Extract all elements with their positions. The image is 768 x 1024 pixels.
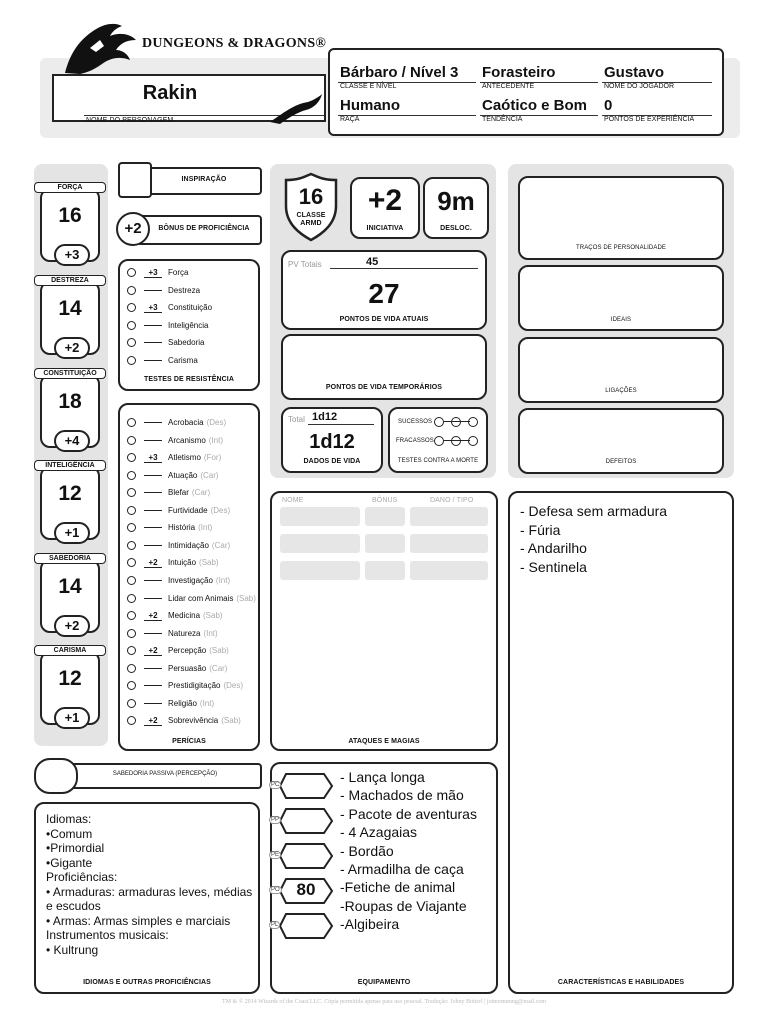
footer-copyright: TM & © 2014 Wizards of the Coast LLC. Cópia permitida apenas para uso pessoal. Tradução: Johny Bottcrl | jotnornumng@mail.com (222, 999, 546, 1005)
saving-throw-value[interactable] (144, 360, 162, 361)
hit-dice-total-label: Total (288, 415, 305, 424)
skill-name: História (168, 523, 196, 533)
coin-label: PO (271, 887, 280, 893)
skill-attribute: (Des) (206, 418, 227, 427)
skill-value[interactable]: +2 (144, 558, 162, 568)
saving-throw-row[interactable] (127, 299, 212, 316)
coin-value[interactable]: 80 (296, 880, 316, 899)
saving-throws-title: TESTES DE RESISTÊNCIA (143, 376, 234, 383)
ability-modifier[interactable]: +4 (54, 430, 90, 452)
attacks-title: ATAQUES E MAGIAS (348, 738, 420, 745)
bonds-label: LIGAÇÕES (605, 388, 637, 394)
language-line: Idiomas: (46, 812, 92, 826)
equipment-item: - Bordão (340, 842, 394, 859)
saving-throw-value[interactable] (144, 342, 162, 343)
skill-name: Sobrevivência (168, 716, 219, 726)
speed-label: DESLOC. (440, 225, 472, 232)
ability-wisdom[interactable] (40, 555, 100, 639)
death-save-success-1[interactable] (434, 417, 444, 427)
personality-traits-label: TRAÇOS DE PERSONALIDADE (576, 245, 666, 251)
attack-1-damage[interactable] (410, 507, 488, 526)
initiative-value[interactable]: +2 (367, 184, 403, 217)
coin-pl[interactable] (271, 912, 334, 940)
skill-row[interactable] (127, 554, 219, 571)
speed-value[interactable]: 9m (437, 186, 475, 216)
ability-modifier[interactable]: +1 (54, 522, 90, 544)
proficiency-dot[interactable] (127, 488, 136, 497)
race[interactable]: Humano (340, 97, 400, 114)
alignment[interactable]: Caótico e Bom (482, 97, 588, 114)
initiative-label: INICIATIVA (366, 225, 404, 232)
skill-row[interactable] (127, 607, 223, 624)
ability-label: DESTREZA (34, 275, 106, 286)
skill-value[interactable] (144, 440, 162, 441)
proficiency-dot[interactable] (127, 321, 136, 330)
player-name[interactable]: Gustavo (604, 64, 665, 81)
death-saves-fail-label: FRACASSOS (396, 438, 434, 444)
skill-name: Blefar (168, 488, 189, 498)
proficiency-dot[interactable] (127, 471, 136, 480)
proficiency-dot[interactable] (127, 541, 136, 550)
ideals-label: IDEAIS (610, 317, 632, 323)
attack-2-damage[interactable] (410, 534, 488, 553)
proficiency-dot[interactable] (127, 286, 136, 295)
skill-value[interactable] (144, 633, 162, 634)
ability-score[interactable]: 12 (58, 482, 82, 505)
coin-label: PL (271, 922, 279, 928)
skill-value[interactable] (144, 492, 162, 493)
skill-row[interactable] (127, 677, 243, 694)
ability-label: CONSTITUIÇÃO (34, 368, 106, 379)
character-name[interactable]: Rakin (142, 82, 198, 104)
coin-frame-icon (278, 842, 334, 870)
skill-name: Religião (168, 698, 197, 708)
saving-throw-row[interactable] (127, 317, 208, 334)
skill-row[interactable] (127, 414, 226, 431)
skill-row[interactable] (127, 467, 219, 484)
ability-charisma[interactable] (40, 647, 100, 731)
saving-throw-value[interactable] (144, 325, 162, 326)
skill-row[interactable] (127, 432, 223, 449)
skill-name: Natureza (168, 628, 201, 638)
ability-strength[interactable] (40, 184, 100, 268)
coin-label: PE (271, 852, 280, 858)
skill-value[interactable]: +2 (144, 646, 162, 656)
skill-row[interactable] (127, 695, 214, 712)
language-line: •Gigante (46, 855, 93, 870)
language-line: Proficiências: (46, 870, 118, 884)
attacks-col-bonus: BÔNUS (372, 497, 398, 504)
background[interactable]: Forasteiro (482, 64, 556, 81)
attack-3-damage[interactable] (410, 561, 488, 580)
proficiency-dot[interactable] (127, 356, 136, 365)
proficiency-dot[interactable] (127, 681, 136, 690)
skill-attribute: (Int) (208, 435, 224, 445)
ability-score[interactable]: 12 (58, 667, 82, 690)
alignment-label: TENDÊNCIA (482, 116, 523, 123)
ability-modifier[interactable]: +3 (54, 244, 90, 266)
coin-frame-icon (278, 772, 334, 800)
skill-row[interactable] (127, 712, 241, 729)
proficiency-dot[interactable] (127, 523, 136, 532)
experience-points[interactable]: 0 (604, 97, 613, 114)
saving-throw-value[interactable] (144, 290, 162, 291)
equipment-item: -Fetiche de animal (340, 879, 456, 896)
coin-frame-icon (278, 912, 334, 940)
ability-constitution[interactable] (40, 370, 100, 454)
death-saves-success-label: SUCESSOS (398, 419, 433, 425)
ability-label: SABEDORIA (34, 553, 106, 564)
skill-attribute: (Int) (215, 575, 231, 585)
saving-throw-row[interactable] (127, 352, 198, 369)
logo-text: DUNGEONS & DRAGONS® (142, 36, 327, 51)
player-name-label: NOME DO JOGADOR (604, 83, 675, 90)
equipment-item: -Roupas de Viajante (340, 897, 467, 914)
equipment-title: EQUIPAMENTO (357, 979, 411, 986)
hit-dice-total-value[interactable]: 1d12 (312, 411, 338, 423)
proficiency-dot[interactable] (127, 418, 136, 427)
saving-throw-name: Sabedoria (168, 338, 205, 347)
proficiency-dot[interactable] (127, 629, 136, 638)
skill-name: Acrobacia (168, 418, 204, 427)
armor-class-value[interactable]: 16 (298, 184, 324, 209)
armor-class-label-2: ARMD (300, 220, 322, 227)
proficiency-dot[interactable] (127, 453, 136, 462)
flaws-label: DEFEITOS (605, 459, 637, 465)
ability-modifier[interactable]: +1 (54, 707, 90, 729)
saving-throw-name: Inteligência (168, 320, 209, 330)
proficiency-dot[interactable] (127, 558, 136, 567)
skill-value[interactable]: +3 (144, 453, 162, 463)
attacks-col-name: NOME (282, 497, 304, 504)
saving-throw-name: Destreza (168, 285, 201, 295)
attack-3-name[interactable] (280, 561, 360, 580)
skill-attribute: (Sab) (199, 558, 219, 568)
class-level-label: CLASSE E NÍVEL (340, 83, 397, 90)
proficiency-dot[interactable] (127, 716, 136, 725)
hit-dice-label: DADOS DE VIDA (303, 458, 361, 465)
skill-attribute: (Sab) (236, 593, 256, 603)
skill-row[interactable] (127, 484, 210, 501)
ability-intelligence[interactable] (40, 462, 100, 546)
proficiency-dot[interactable] (127, 303, 136, 312)
skill-attribute: (Car) (209, 663, 228, 673)
attack-2-name[interactable] (280, 534, 360, 553)
inspiration-box[interactable] (118, 162, 152, 198)
death-save-fail-connector (444, 440, 470, 441)
proficiency-dot[interactable] (127, 506, 136, 515)
ability-label: INTELIGÊNCIA (34, 460, 106, 471)
skill-attribute: (Int) (199, 698, 215, 708)
skill-name: Intuição (168, 558, 197, 568)
feature-item: - Sentinela (520, 558, 587, 575)
proficiency-dot[interactable] (127, 699, 136, 708)
equipment-item: - Lança longa (340, 769, 425, 785)
skill-row[interactable] (127, 519, 212, 536)
skill-value[interactable] (144, 510, 162, 511)
skill-name: Prestidigitação (168, 681, 221, 691)
death-save-fail-1[interactable] (434, 436, 444, 446)
ability-label: CARISMA (34, 645, 106, 656)
saving-throw-name: Carisma (168, 355, 198, 365)
hp-max-value[interactable]: 45 (366, 256, 379, 268)
dragon-tail-icon (268, 94, 324, 124)
character-name-label: NOME DO PERSONAGEM (86, 117, 174, 124)
ability-score[interactable]: 14 (58, 297, 82, 320)
skill-value[interactable]: +2 (144, 716, 162, 726)
proficiency-dot[interactable] (127, 268, 136, 277)
background-label: ANTECEDENTE (482, 83, 535, 90)
death-save-success-2[interactable] (451, 417, 461, 427)
equipment-item: - Armadilha de caça (340, 861, 464, 877)
coin-label: PC (271, 782, 280, 788)
skill-name: Medicina (168, 611, 201, 621)
language-line: • Armaduras: armaduras leves, médias (46, 884, 253, 899)
proficiency-dot[interactable] (127, 338, 136, 347)
skill-value[interactable] (144, 475, 162, 476)
ability-score[interactable]: 16 (58, 204, 82, 227)
proficiency-dot[interactable] (127, 664, 136, 673)
saving-throw-value[interactable]: +3 (144, 268, 162, 278)
coin-label: PP (271, 817, 280, 823)
saving-throw-value[interactable]: +3 (144, 303, 162, 313)
skill-value[interactable] (144, 545, 162, 546)
hit-dice-value[interactable]: 1d12 (309, 431, 355, 453)
coin-pc[interactable] (271, 772, 334, 800)
hp-current-value[interactable]: 27 (368, 278, 400, 309)
skill-name: Atletismo (168, 453, 201, 463)
equipment-item: -Algibeira (340, 916, 400, 933)
proficiency-dot[interactable] (127, 646, 136, 655)
proficiency-label: BÔNUS DE PROFICIÊNCIA (158, 225, 250, 232)
skill-attribute: (Des) (210, 505, 231, 515)
race-label: RAÇA (340, 116, 360, 123)
skill-row[interactable] (127, 625, 218, 642)
hp-max-label: PV Totais (288, 260, 322, 269)
passive-wisdom-label: SABEDORIA PASSIVA (PERCEPÇÃO) (112, 771, 218, 777)
attack-1-name[interactable] (280, 507, 360, 526)
skill-row[interactable] (127, 660, 227, 677)
death-save-success-3[interactable] (468, 417, 478, 427)
skill-attribute: (Car) (211, 540, 231, 550)
attacks-box (270, 491, 498, 751)
proficiency-dot[interactable] (127, 436, 136, 445)
language-line: Instrumentos musicais: (46, 928, 169, 942)
death-save-success-connector (444, 421, 470, 422)
skills-title: PERÍCIAS (172, 738, 206, 745)
skill-name: Arcanismo (168, 435, 206, 445)
skill-name: Intimidação (168, 540, 209, 550)
skill-attribute: (Sab) (221, 716, 241, 726)
attack-3-bonus[interactable] (365, 561, 405, 580)
saving-throw-row[interactable] (127, 264, 188, 281)
feature-item: - Andarilho (520, 540, 587, 556)
skill-name: Furtividade (168, 505, 208, 515)
skill-name: Percepção (168, 646, 207, 656)
proficiency-dot[interactable] (127, 594, 136, 603)
dragon-logo-icon (60, 18, 140, 76)
saving-throw-name: Força (168, 268, 189, 277)
feature-item: - Defesa sem armadura (520, 503, 668, 519)
ability-score[interactable]: 14 (58, 575, 82, 598)
skill-row[interactable] (127, 642, 229, 659)
skill-value[interactable] (144, 703, 162, 704)
hit-dice-total-line (308, 424, 374, 425)
skill-name: Lidar com Animais (168, 593, 234, 603)
death-save-fail-2[interactable] (451, 436, 461, 446)
skill-value[interactable] (144, 685, 162, 686)
skill-name: Atuação (168, 470, 198, 480)
skill-attribute: (Car) (191, 488, 211, 498)
header (0, 0, 768, 150)
skill-value[interactable] (144, 580, 162, 581)
language-line: • Kultrung (46, 942, 99, 957)
coin-frame-icon (278, 807, 334, 835)
proficiency-dot[interactable] (127, 576, 136, 585)
skill-value[interactable] (144, 527, 162, 528)
skill-name: Investigação (168, 575, 213, 585)
attacks-col-damage: DANO / TIPO (430, 497, 474, 504)
skill-value[interactable]: +2 (144, 611, 162, 621)
skill-attribute: (Int) (203, 628, 218, 638)
death-saves-label: TESTES CONTRA A MORTE (397, 458, 479, 464)
attack-1-bonus[interactable] (365, 507, 405, 526)
equipment-item: - 4 Azagaias (340, 824, 418, 841)
saving-throw-row[interactable] (127, 334, 204, 351)
ability-score[interactable]: 18 (58, 390, 82, 413)
skill-row[interactable] (127, 502, 230, 519)
coin-pp[interactable] (271, 807, 334, 835)
hp-max-line (330, 268, 478, 269)
death-save-fail-3[interactable] (468, 436, 478, 446)
skill-row[interactable] (127, 449, 221, 466)
skill-value[interactable] (144, 598, 162, 599)
skill-value[interactable] (144, 422, 162, 423)
features-title: CARACTERÍSTICAS E HABILIDADES (557, 979, 685, 986)
coin-pe[interactable] (271, 842, 334, 870)
skill-attribute: (Des) (223, 681, 244, 691)
xp-label: PONTOS DE EXPERIÊNCIA (604, 116, 695, 123)
class-level[interactable]: Bárbaro / Nível 3 (340, 64, 459, 81)
armor-class-label-1: CLASSE (296, 212, 326, 219)
hp-temp-label: PONTOS DE VIDA TEMPORÁRIOS (325, 384, 443, 391)
ability-dexterity[interactable] (40, 277, 100, 361)
proficiency-value[interactable]: +2 (116, 212, 150, 246)
hp-current-label: PONTOS DE VIDA ATUAIS (339, 316, 429, 323)
saving-throw-name: Constituição (168, 303, 213, 312)
proficiency-dot[interactable] (127, 611, 136, 620)
equipment-item: - Machados de mão (340, 787, 464, 804)
passive-wisdom-value[interactable] (34, 758, 78, 794)
language-line: •Comum (46, 826, 93, 841)
skill-attribute: (For) (203, 453, 222, 463)
skill-row[interactable] (127, 572, 230, 589)
skill-attribute: (Int) (198, 523, 213, 533)
language-line: • Armas: Armas simples e marciais (46, 913, 231, 928)
feature-item: - Fúria (520, 521, 561, 538)
skill-value[interactable] (144, 668, 162, 669)
ability-modifier[interactable]: +2 (54, 337, 90, 359)
ability-label: FORÇA (34, 182, 106, 193)
saving-throw-row[interactable] (127, 282, 200, 299)
skill-attribute: (Sab) (209, 646, 229, 656)
inspiration-label: INSPIRAÇÃO (181, 176, 227, 183)
skill-row[interactable] (127, 537, 230, 554)
attack-2-bonus[interactable] (365, 534, 405, 553)
skill-name: Persuasão (168, 663, 207, 673)
skill-attribute: (Car) (200, 470, 219, 480)
languages-title: IDIOMAS E OUTRAS PROFICIÊNCIAS (83, 979, 211, 986)
language-line: •Primordial (46, 841, 105, 855)
skill-row[interactable] (127, 590, 256, 607)
ability-modifier[interactable]: +2 (54, 615, 90, 637)
skill-attribute: (Sab) (203, 611, 223, 621)
equipment-item: - Pacote de aventuras (340, 805, 477, 822)
language-line: e escudos (46, 899, 101, 913)
coin-po[interactable] (271, 877, 334, 905)
